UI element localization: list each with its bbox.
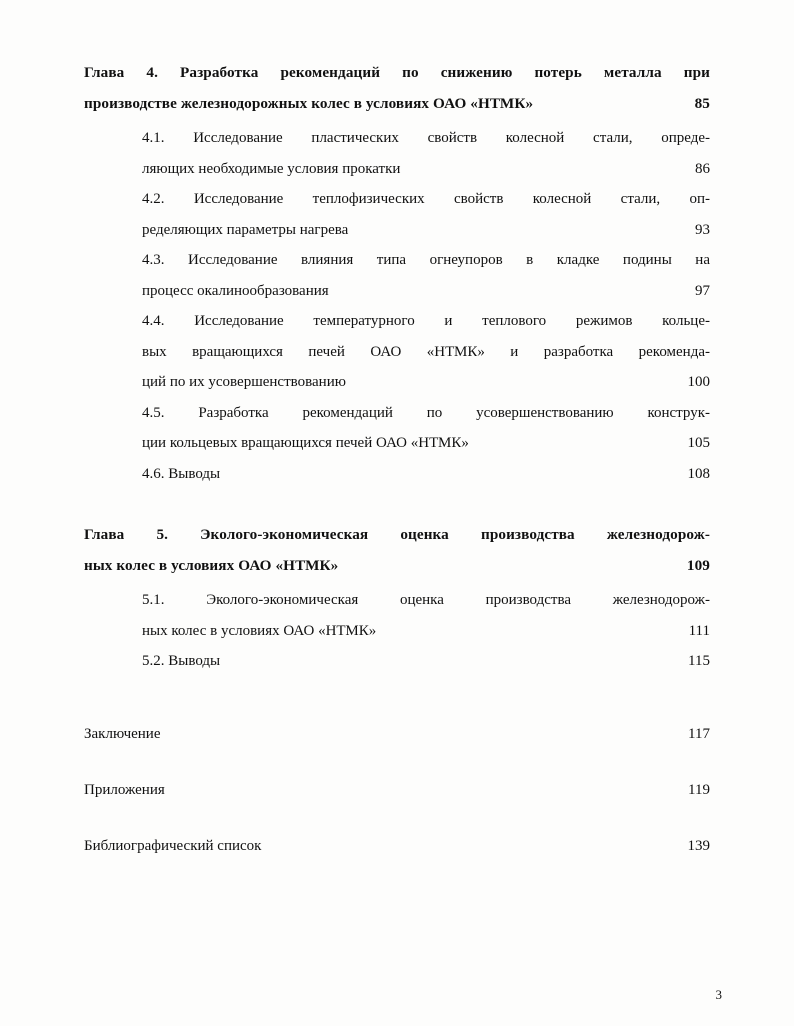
toc-line (142, 428, 710, 459)
toc-section-entry[interactable] (142, 123, 710, 184)
toc-entry-text: процесс окалинообразования (142, 282, 329, 299)
toc-entry-text: Библиографический список (84, 837, 262, 854)
toc-line (142, 646, 710, 677)
toc-page-number: 139 (687, 837, 710, 854)
toc-line (142, 459, 710, 490)
toc-line (142, 616, 710, 647)
toc-entry-text: производстве железнодорожных колес в условиях ОАО «НТМК» (84, 95, 534, 112)
toc-entry-text: ных колес в условиях ОАО «НТМК» (84, 557, 339, 574)
toc-section-entry[interactable] (142, 184, 710, 245)
toc-entry-text: Глава 4. Разработка рекомендаций по снижению потерь металла при (84, 64, 710, 81)
toc-line (142, 154, 710, 185)
toc-page-number: 100 (687, 374, 710, 390)
toc-line (142, 585, 710, 616)
toc-entry-text: 5.2. Выводы (142, 653, 221, 669)
toc-entry-text: ределяющих параметры нагрева (142, 221, 349, 238)
toc-entry-text: 4.6. Выводы (142, 465, 221, 482)
toc-section-entry[interactable] (142, 646, 710, 677)
toc-page-number: 119 (688, 781, 710, 798)
toc-entry-text: 4.5. Разработка рекомендаций по усовершенствованию конструк- (142, 404, 710, 421)
toc-line (84, 550, 710, 581)
toc-toplevel-entry[interactable] (84, 719, 710, 749)
toc-entry-text: Заключение (84, 725, 161, 742)
toc-line (142, 245, 710, 276)
toc-entry-text: ляющих необходимые условия прокатки (142, 160, 401, 177)
table-of-contents (84, 57, 710, 861)
toc-chapter-entry[interactable] (84, 519, 710, 581)
toc-line (84, 57, 710, 88)
page-footer-number: 3 (715, 987, 722, 1002)
toc-section-entry[interactable] (142, 245, 710, 306)
toc-line (142, 398, 710, 429)
toc-line (142, 337, 710, 368)
toc-entry-text: Приложения (84, 781, 165, 798)
spacer (84, 489, 710, 519)
spacer (84, 677, 710, 693)
toc-line (142, 306, 710, 337)
toc-page-number: 85 (694, 95, 710, 112)
toc-chapter-entry[interactable] (84, 57, 710, 119)
toc-page-number: 111 (688, 622, 710, 639)
toc-section-entry[interactable] (142, 459, 710, 490)
toc-page-number: 109 (686, 557, 710, 574)
toc-line (142, 184, 710, 215)
toc-toplevel-entry[interactable] (84, 831, 710, 861)
toc-page-number: 115 (688, 653, 710, 669)
toc-section-entry[interactable] (142, 585, 710, 646)
toc-entry-text: ных колес в условиях ОАО «НТМК» (142, 622, 377, 639)
toc-line (142, 215, 710, 246)
toc-entry-text: 4.1. Исследование пластических свойств колесной стали, опреде- (142, 130, 710, 146)
toc-page-number: 93 (695, 221, 710, 238)
toc-entry-text: Глава 5. Эколого-экономическая оценка производства железнодорож- (84, 526, 710, 543)
toc-entry-text: ции кольцевых вращающихся печей ОАО «НТМК» (142, 435, 469, 451)
toc-toplevel-entry[interactable] (84, 775, 710, 805)
toc-page-number: 97 (695, 282, 710, 299)
toc-section-entry[interactable] (142, 306, 710, 398)
toc-line (84, 88, 710, 119)
toc-line (84, 519, 710, 550)
toc-entry-text: вых вращающихся печей ОАО «НТМК» и разработка рекоменда- (142, 343, 710, 360)
toc-entry-text: 4.3. Исследование влияния типа огнеупоров в кладке подины на (142, 252, 710, 268)
toc-page-number: 86 (695, 160, 710, 177)
toc-entry-text: 5.1. Эколого-экономическая оценка производства железнодорож- (142, 592, 710, 608)
toc-entry-text: 4.4. Исследование температурного и теплового режимов кольце- (142, 313, 710, 329)
toc-page-number: 117 (688, 725, 710, 742)
toc-entry-text: ций по их усовершенствованию (142, 374, 346, 390)
toc-section-entry[interactable] (142, 398, 710, 459)
toc-line (142, 276, 710, 307)
toc-line (142, 123, 710, 154)
toc-entry-text: 4.2. Исследование теплофизических свойств колесной стали, оп- (142, 191, 710, 207)
toc-page-number: 105 (687, 435, 710, 451)
toc-page-number: 108 (687, 465, 710, 482)
toc-line (142, 367, 710, 398)
